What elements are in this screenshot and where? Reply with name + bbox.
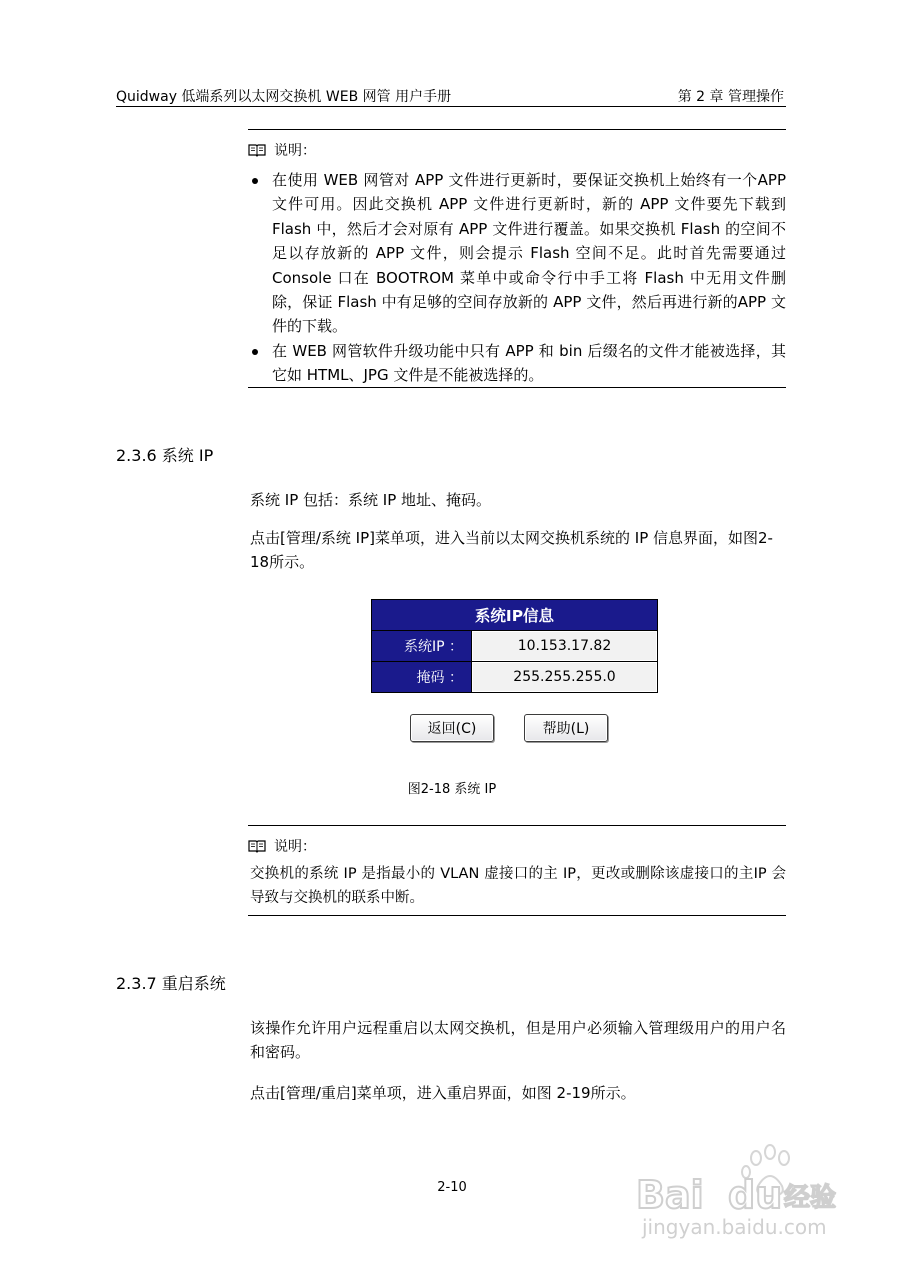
note2-text: 交换机的系统 IP 是指最小的 VLAN 虚接口的主 IP，更改或删除该虚接口的主IP 会导致与交换机的联系中断。 <box>250 866 786 906</box>
svg-text:经验: 经验 <box>784 1183 837 1213</box>
note2-top-rule <box>248 825 786 826</box>
section-237-para2: 点击[管理/重启]菜单项，进入重启界面，如图 2-19所示。 <box>250 1084 636 1102</box>
note1-top-rule <box>248 129 786 130</box>
book-icon <box>248 143 266 157</box>
help-button[interactable]: 帮助(L) <box>524 714 608 742</box>
svg-text:Bai: Bai <box>636 1173 704 1217</box>
note1-bottom-rule <box>248 387 786 388</box>
note2 <box>248 836 786 910</box>
note1-item-2: 在 WEB 网管软件升级功能中只有 APP 和 bin 后缀名的文件才能被选择，其它如 HTML、JPG 文件是不能被选择的。 <box>272 341 786 385</box>
book-icon <box>248 839 266 853</box>
ip-address-value: 10.153.17.82 <box>472 631 657 661</box>
ip-address-label: 系统IP ： <box>372 631 472 661</box>
header-right: 第 2 章 管理操作 <box>677 89 784 105</box>
mask-row <box>372 661 657 692</box>
mask-value: 255.255.255.0 <box>472 662 657 692</box>
mask-label: 掩码 ： <box>372 662 472 692</box>
note1-item-1: 在使用 WEB 网管对 APP 文件进行更新时，要保证交换机上始终有一个APP 文件可用。因此交换机 APP 文件进行更新时，新的 APP 文件要先下载到 Flash 中，然后才会对原有 APP 文件进行覆盖。如果交换机 Flash 的空间不足以存放新的 APP 文件，则会提示 Flash 空间不足。此时首先需要通过 Console 口在 BOOTROM 菜单中或命令行中手工将 Flash 中无用文件删除，保证 Flash 中有足够的空间存放新的 APP 文件，然后再进行新的APP 文件的下载。 <box>272 171 786 336</box>
note1-heading <box>248 140 786 160</box>
section-236-para1: 系统 IP 包括：系统 IP 地址、掩码。 <box>250 491 492 509</box>
note1 <box>248 140 786 388</box>
note2-heading <box>248 836 786 856</box>
note1-title: 说明： <box>274 143 316 159</box>
baidu-watermark-logo <box>636 1142 846 1242</box>
back-button[interactable]: 返回(C) <box>410 714 494 742</box>
note2-title: 说明： <box>274 839 316 855</box>
svg-text:jingyan.baidu.com: jingyan.baidu.com <box>642 1215 827 1239</box>
bullet-icon <box>252 349 258 355</box>
figure-caption: 图2-18 系统 IP <box>407 782 497 797</box>
header-left: Quidway 低端系列以太网交换机 WEB 网管 用户手册 <box>116 89 452 105</box>
section-236-para2: 点击[管理/系统 IP]菜单项，进入当前以太网交换机系统的 IP 信息界面，如图2-18所示。 <box>250 529 773 571</box>
ip-row <box>372 631 657 661</box>
page-number: 2-10 <box>437 1180 467 1195</box>
section-237-para1: 该操作允许用户远程重启以太网交换机，但是用户必须输入管理级用户的用户名和密码。 <box>250 1019 786 1061</box>
list-item <box>248 339 786 388</box>
section-title-237: 2.3.7 重启系统 <box>116 974 226 993</box>
note1-list <box>248 168 786 388</box>
system-ip-panel <box>371 599 658 693</box>
svg-text:du: du <box>728 1173 783 1217</box>
section-title-236: 2.3.6 系统 IP <box>116 446 214 465</box>
list-item <box>248 168 786 339</box>
header-rule <box>116 106 786 107</box>
system-ip-panel-title: 系统IP信息 <box>372 600 657 631</box>
bullet-icon <box>252 178 258 184</box>
note2-bottom-rule <box>248 915 786 916</box>
